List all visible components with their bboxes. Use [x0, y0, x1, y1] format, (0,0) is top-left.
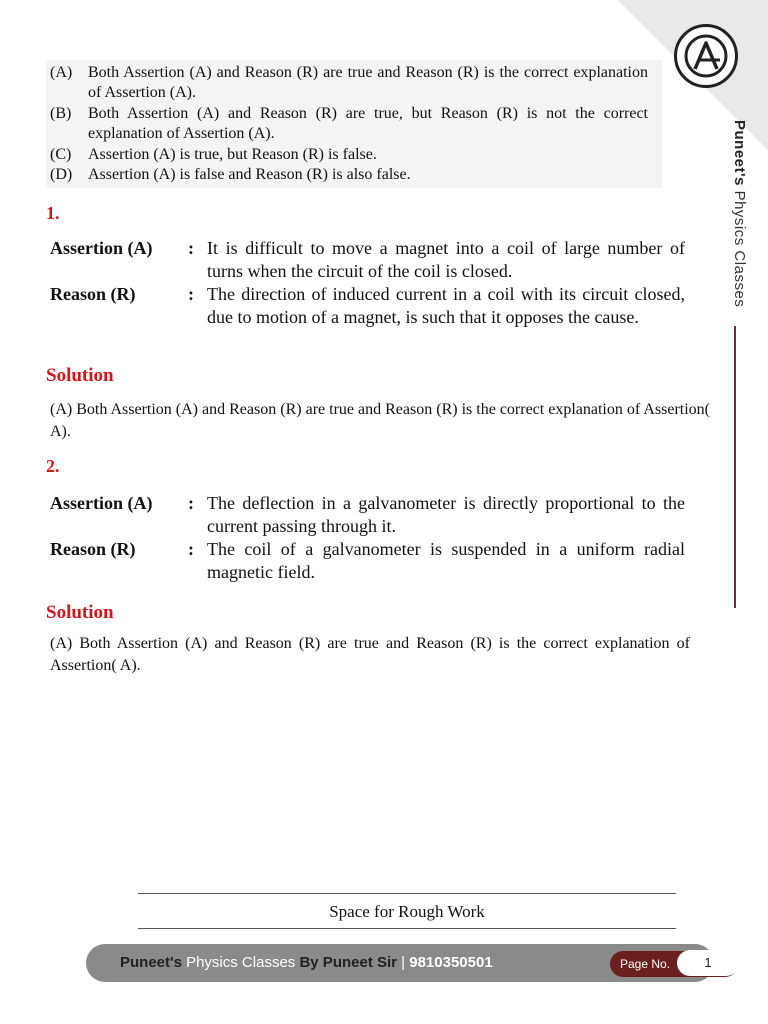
option-label: (A)	[50, 64, 73, 81]
footer-separator: |	[397, 954, 410, 971]
assertion-key: Assertion (A)	[50, 493, 153, 513]
footer-author: By Puneet Sir	[299, 954, 397, 971]
assertion-text: The deflection in a galvanometer is directly proportional to the current passing through it.	[207, 493, 685, 536]
footer-brand-bold: Puneet's	[120, 954, 182, 971]
option-b	[50, 104, 650, 144]
option-text: Both Assertion (A) and Reason (R) are true, but Reason (R) is not the correct explanation of Assertion (A).	[88, 105, 648, 142]
question-2-solution-heading: Solution	[46, 602, 114, 623]
question-2-number: 2.	[46, 456, 60, 476]
reason-key: Reason (R)	[50, 284, 136, 304]
colon: :	[188, 539, 194, 559]
assertion-key: Assertion (A)	[50, 238, 153, 258]
colon: :	[188, 284, 194, 304]
option-label: (D)	[50, 166, 73, 183]
side-brand-bold: Puneet's	[731, 120, 748, 186]
footer-text	[120, 954, 493, 971]
reason-text: The direction of induced current in a coil with its circuit closed, due to motion of a magnet, is such that it opposes the cause.	[207, 284, 685, 327]
question-2-solution-text: (A) Both Assertion (A) and Reason (R) are true and Reason (R) is the correct explanation of Assertion( A).	[50, 635, 690, 674]
option-d	[50, 165, 650, 185]
rough-work-bottom-rule	[138, 928, 676, 929]
colon: :	[188, 238, 194, 258]
question-1-solution-text: (A) Both Assertion (A) and Reason (R) are true and Reason (R) is the correct explanation of Assertion( A).	[50, 401, 710, 440]
option-text: Both Assertion (A) and Reason (R) are true and Reason (R) is the correct explanation of Assertion (A).	[88, 64, 648, 101]
reason-key: Reason (R)	[50, 539, 136, 559]
page-number: 1	[677, 950, 739, 976]
rough-work-label: Space for Rough Work	[329, 902, 485, 921]
assertion-text: It is difficult to move a magnet into a coil of large number of turns when the circuit of the coil is closed.	[207, 238, 685, 281]
question-1-solution-heading: Solution	[46, 365, 114, 386]
reason-text: The coil of a galvanometer is suspended in a uniform radial magnetic field.	[207, 539, 685, 582]
footer-phone: 9810350501	[409, 954, 493, 971]
page-label: Page No.	[620, 957, 671, 971]
side-brand-light: Physics Classes	[731, 185, 748, 308]
option-text: Assertion (A) is false and Reason (R) is also false.	[88, 166, 411, 183]
colon: :	[188, 493, 194, 513]
side-divider	[734, 326, 736, 608]
brand-logo-icon	[674, 24, 738, 88]
question-1-number: 1.	[46, 203, 60, 223]
option-label: (B)	[50, 105, 72, 122]
option-label: (C)	[50, 146, 72, 163]
option-c	[50, 145, 650, 165]
option-text: Assertion (A) is true, but Reason (R) is false.	[88, 146, 377, 163]
rough-work-top-rule	[138, 893, 676, 894]
side-brand-label	[720, 120, 748, 320]
option-a	[50, 63, 650, 103]
footer-brand-light: Physics Classes	[181, 954, 300, 971]
